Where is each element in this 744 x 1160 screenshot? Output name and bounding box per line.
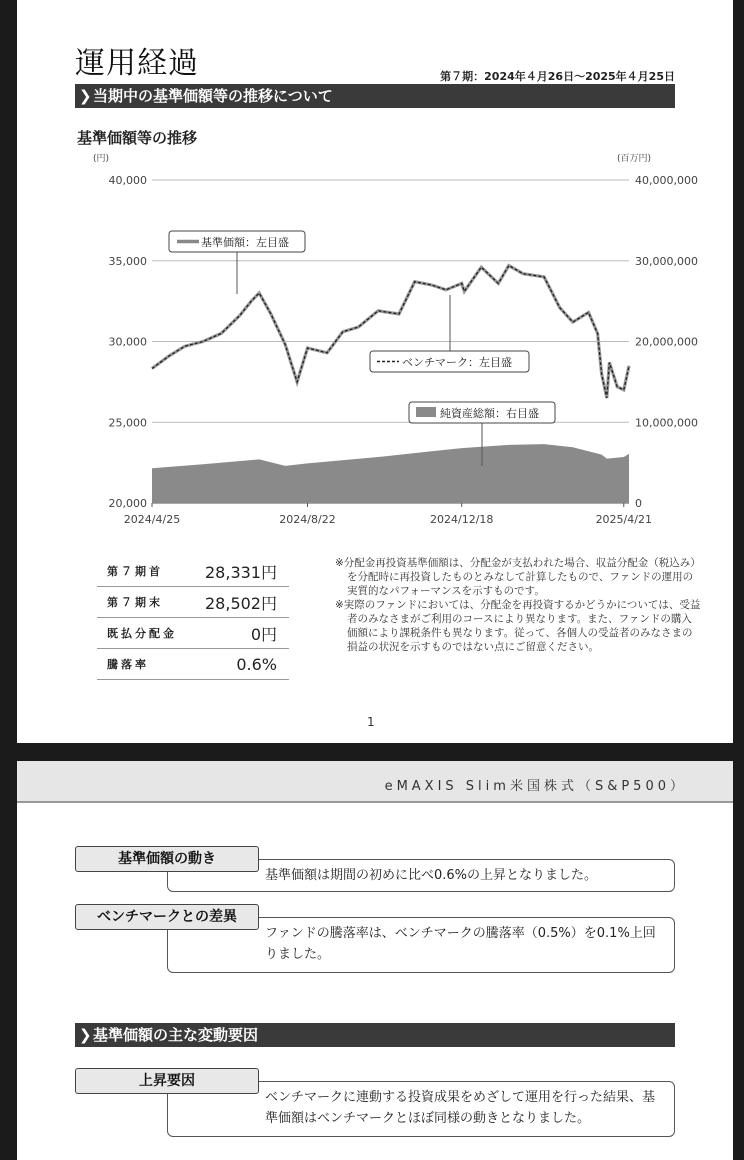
nav-movement-tag <box>75 846 259 872</box>
legend-nav-label: 基準価額：左目盛 <box>201 236 289 249</box>
report-page-2 <box>17 761 733 1160</box>
footnote: ※実際のファンドにおいては、分配金を再投資するかどうかについては、受益者のみなさまがご利用のコースにより異なります。また、ファンドの購入価額により課税条件も異なります。従って、各個人の受益者のみなさまの損益の状況を示すものではない点にご留意ください。 <box>335 599 701 653</box>
x-tick-label: 2024/12/18 <box>430 513 494 526</box>
net-assets-area <box>152 444 629 503</box>
y-left-tick-label: 40,000 <box>108 174 147 187</box>
chevron-right-icon: ❯ <box>79 1026 92 1044</box>
y-right-tick-label: 0 <box>635 497 642 510</box>
fund-name: eMAXIS Slim米国株式（S&P500） <box>384 779 687 794</box>
legend-nav <box>169 231 305 252</box>
footnote: ※分配金再投資基準価額は、分配金が支払われた場合、収益分配金（税込み）を分配時に再投資したものとみなして計算したもので、ファンドの運用の実質的なパフォーマンスを示すものです。 <box>335 557 701 597</box>
page-number: 1 <box>367 715 375 729</box>
rise-factor-tag-label: 上昇要因 <box>139 1073 195 1089</box>
stats-table <box>97 556 289 680</box>
stats-label: 第７期末 <box>97 587 193 618</box>
x-tick-label: 2025/4/21 <box>595 513 652 526</box>
rise-factor-tag <box>75 1068 259 1094</box>
left-unit-label: (円) <box>93 154 110 164</box>
benchmark-line <box>152 266 629 398</box>
y-left-tick-label: 30,000 <box>108 335 147 349</box>
legend-benchmark <box>370 351 529 372</box>
benchmark-diff-tag <box>75 904 259 930</box>
chevron-right-icon: ❯ <box>79 87 92 105</box>
footnotes <box>335 556 701 654</box>
stats-row <box>97 587 289 618</box>
x-tick-label: 2024/4/25 <box>123 513 181 526</box>
nav-movement-text: 基準価額は期間の初めに比べ0.6%の上昇となりました。 <box>265 868 598 883</box>
section-bar-label: 当期中の基準価額等の推移について <box>93 87 333 105</box>
chart-title: 基準価額等の推移 <box>77 129 198 147</box>
legend-benchmark-label: ベンチマーク：左目盛 <box>402 356 512 369</box>
stats-label: 第７期首 <box>97 556 193 587</box>
right-unit-label: (百万円) <box>617 154 652 164</box>
stats-row <box>97 649 289 680</box>
stats-label: 既払分配金 <box>97 618 193 649</box>
stats-value: 0.6% <box>193 649 289 680</box>
rise-factor-text: ベンチマークに連動する投資成果をめざして運用を行った結果、基準価額はベンチマークとほぼ同様の動きとなりました。 <box>265 1090 656 1126</box>
stats-value: 0円 <box>193 618 289 649</box>
stats-value: 28,502円 <box>193 587 289 618</box>
stats-row <box>97 618 289 649</box>
stats-row <box>97 556 289 587</box>
stats-label: 騰落率 <box>97 649 193 680</box>
period-label: 第７期：2024年４月26日～2025年４月25日 <box>440 70 675 83</box>
y-left-tick-label: 35,000 <box>108 254 147 268</box>
page-title: 運用経過 <box>75 46 199 81</box>
y-left-tick-label: 25,000 <box>108 416 147 430</box>
y-right-tick-label: 20,000,000 <box>635 335 698 349</box>
benchmark-diff-text: ファンドの騰落率は、ベンチマークの騰落率（0.5%）を0.1%上回りました。 <box>265 926 656 962</box>
section-bar-factors <box>75 1023 675 1047</box>
stats-value: 28,331円 <box>193 556 289 587</box>
fund-header <box>17 761 733 801</box>
benchmark-diff-tag-label: ベンチマークとの差異 <box>97 909 237 925</box>
header-divider <box>17 801 733 803</box>
y-right-tick-label: 40,000,000 <box>635 174 698 187</box>
x-tick-label: 2024/8/22 <box>279 513 336 526</box>
legend-assets <box>409 402 555 423</box>
legend-assets-label: 純資産総額：右目盛 <box>440 407 539 420</box>
nav-movement-tag-label: 基準価額の動き <box>118 851 216 867</box>
report-page-1 <box>17 0 733 743</box>
nav-chart <box>17 0 733 540</box>
y-right-tick-label: 30,000,000 <box>635 254 698 268</box>
section-bar-factors-label: 基準価額の主な変動要因 <box>93 1026 259 1044</box>
y-right-tick-label: 10,000,000 <box>635 416 698 430</box>
y-left-tick-label: 20,000 <box>108 497 147 510</box>
